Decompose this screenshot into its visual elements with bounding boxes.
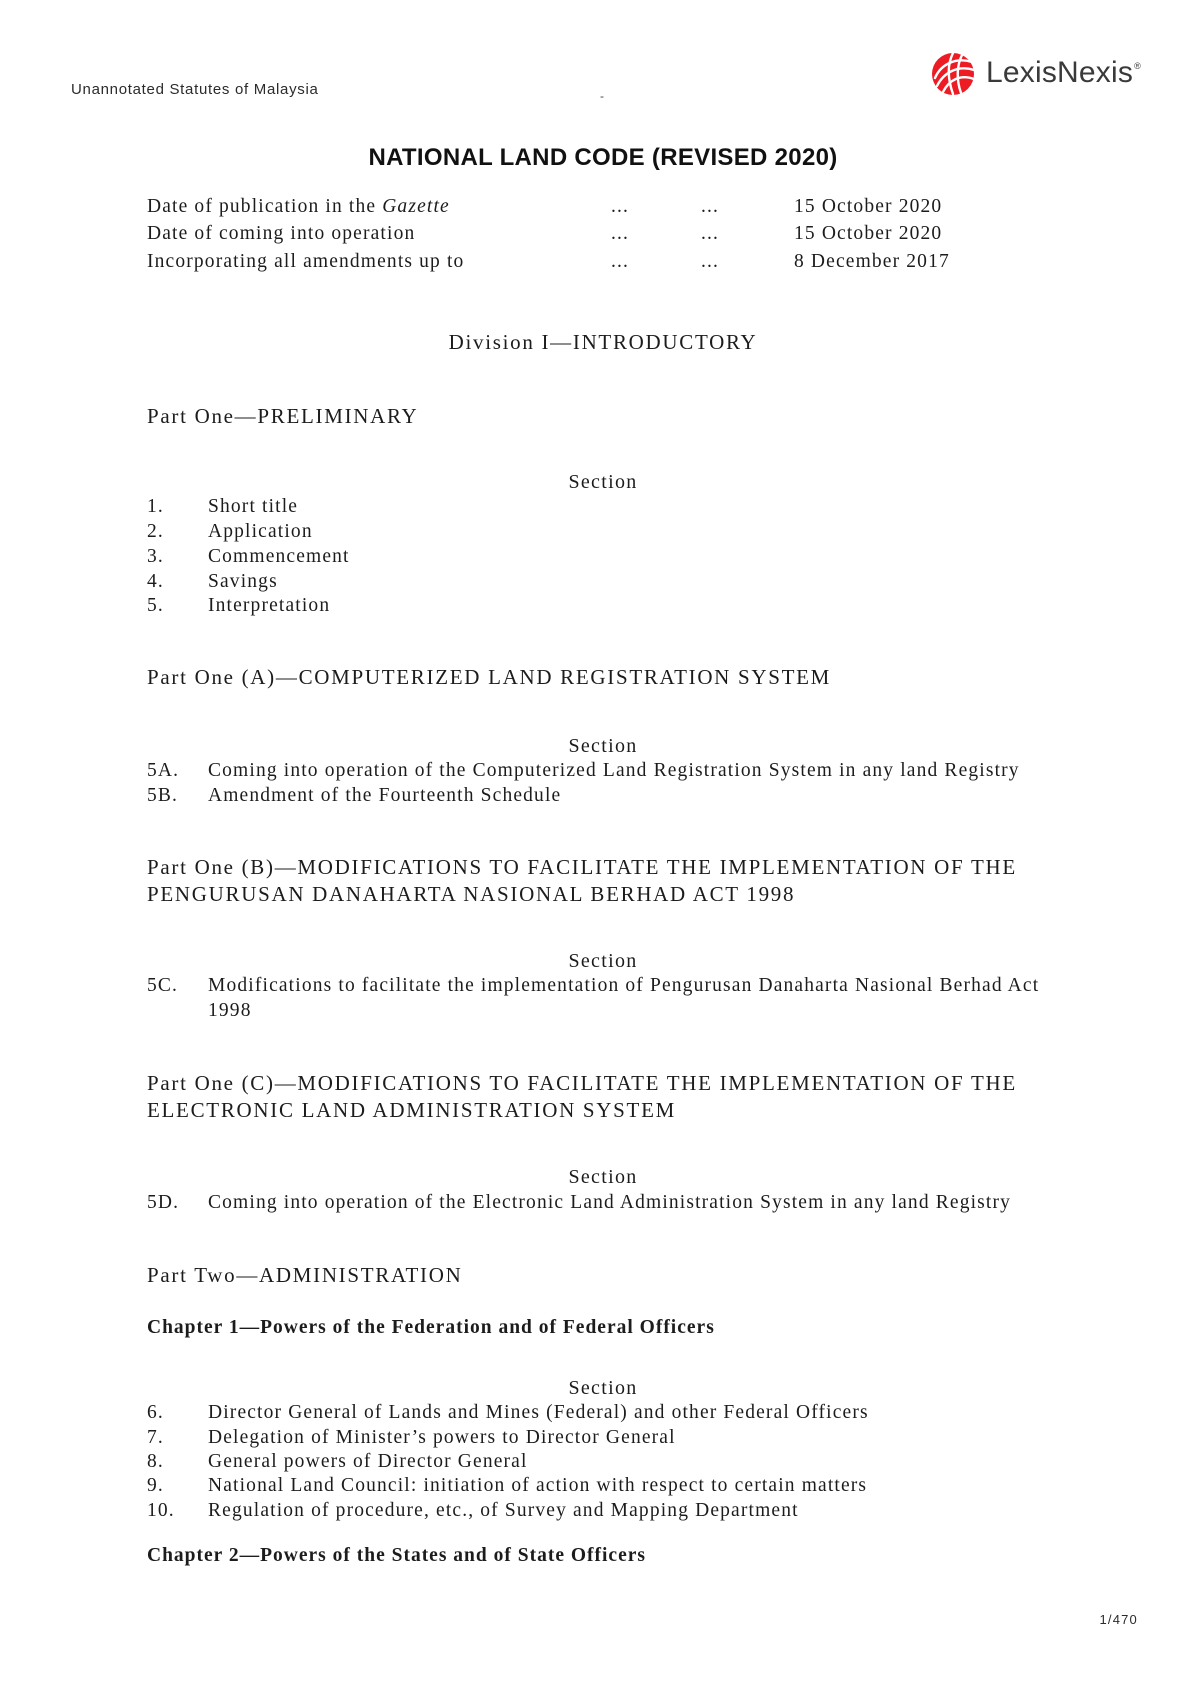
section-row — [0, 1400, 1200, 1426]
section-title: Coming into operation of the Computerized Land Registration System in any land Registry — [208, 760, 1020, 781]
section-number: 10. — [147, 1500, 175, 1521]
date-label: Incorporating all amendments up to — [147, 251, 465, 272]
section-title: Amendment of the Fourteenth Schedule — [208, 785, 562, 806]
logo-wordmark: LexisNexis — [986, 56, 1134, 89]
leader-dots: ... — [611, 196, 630, 217]
date-value: 15 October 2020 — [794, 196, 943, 217]
section-title: Modifications to facilitate the implementation of Pengurusan Danaharta Nasional Berhad Act — [208, 975, 1040, 996]
part-heading: Part One (A)—COMPUTERIZED LAND REGISTRATION SYSTEM — [147, 665, 832, 689]
section-number: 8. — [147, 1451, 164, 1472]
part-heading: Part One (B)—MODIFICATIONS TO FACILITATE THE IMPLEMENTATION OF THE — [147, 855, 1017, 879]
section-title: Delegation of Minister’s powers to Director General — [208, 1427, 676, 1448]
section-column-label: Section — [568, 950, 638, 972]
part-heading: Part One—PRELIMINARY — [147, 404, 419, 428]
header-center-mark: - — [600, 89, 604, 103]
date-row-amendments — [0, 249, 1200, 275]
division-heading: Division I—INTRODUCTORY — [448, 330, 758, 354]
section-row — [0, 1449, 1200, 1475]
section-number: 2. — [147, 521, 164, 542]
document-title: NATIONAL LAND CODE (REVISED 2020) — [368, 144, 838, 171]
section-column-label: Section — [568, 471, 638, 493]
section-title: Savings — [208, 571, 278, 592]
section-column-label: Section — [568, 735, 638, 757]
section-number: 5. — [147, 595, 164, 616]
section-row — [0, 1498, 1200, 1524]
section-number: 5C. — [147, 975, 179, 996]
section-row — [0, 519, 1200, 545]
section-number: 1. — [147, 496, 164, 517]
leader-dots: ... — [701, 251, 720, 272]
section-number: 5D. — [147, 1192, 180, 1213]
section-number: 7. — [147, 1427, 164, 1448]
part-heading: Part One (C)—MODIFICATIONS TO FACILITATE THE IMPLEMENTATION OF THE — [147, 1071, 1017, 1095]
leader-dots: ... — [611, 223, 630, 244]
section-title: Regulation of procedure, etc., of Survey and Mapping Department — [208, 1500, 799, 1521]
section-title: Interpretation — [208, 595, 331, 616]
registered-mark: ® — [1134, 61, 1141, 71]
section-title-continued: 1998 — [208, 1000, 252, 1021]
section-row — [0, 1425, 1200, 1451]
lexisnexis-logo-icon — [929, 49, 977, 97]
section-number: 3. — [147, 546, 164, 567]
section-title: National Land Council: initiation of action with respect to certain matters — [208, 1475, 868, 1496]
part-heading-continued: PENGURUSAN DANAHARTA NASIONAL BERHAD ACT 1998 — [147, 882, 796, 906]
section-row — [0, 758, 1200, 784]
date-row-operation — [0, 221, 1200, 247]
section-title: Director General of Lands and Mines (Federal) and other Federal Officers — [208, 1402, 869, 1423]
section-number: 5B. — [147, 785, 179, 806]
section-title: General powers of Director General — [208, 1451, 528, 1472]
section-number: 9. — [147, 1475, 164, 1496]
lexisnexis-logo — [986, 56, 1141, 90]
date-row-publication — [0, 194, 1200, 220]
page-number: 1/470 — [1099, 1612, 1138, 1627]
leader-dots: ... — [701, 223, 720, 244]
date-value: 8 December 2017 — [794, 251, 950, 272]
date-label: Date of coming into operation — [147, 223, 416, 244]
section-row — [0, 973, 1200, 999]
running-title: Unannotated Statutes of Malaysia — [71, 81, 319, 98]
section-number: 6. — [147, 1402, 164, 1423]
part-heading: Part Two—ADMINISTRATION — [147, 1263, 463, 1287]
section-row — [0, 593, 1200, 619]
section-row — [0, 569, 1200, 595]
section-title: Coming into operation of the Electronic Land Administration System in any land Registry — [208, 1192, 1012, 1213]
gazette-label: Gazette — [382, 196, 450, 217]
section-number: 5A. — [147, 760, 180, 781]
leader-dots: ... — [701, 196, 720, 217]
date-label — [147, 194, 450, 220]
chapter-heading: Chapter 1—Powers of the Federation and of Federal Officers — [147, 1317, 715, 1338]
leader-dots: ... — [611, 251, 630, 272]
section-row — [0, 783, 1200, 809]
date-label-text: Date of publication in the — [147, 196, 383, 217]
date-value: 15 October 2020 — [794, 223, 943, 244]
section-row — [0, 1190, 1200, 1216]
section-row — [0, 1473, 1200, 1499]
section-column-label: Section — [568, 1166, 638, 1188]
part-heading-continued: ELECTRONIC LAND ADMINISTRATION SYSTEM — [147, 1098, 676, 1122]
section-row — [0, 544, 1200, 570]
section-column-label: Section — [568, 1377, 638, 1399]
section-title: Short title — [208, 496, 299, 517]
section-title: Commencement — [208, 546, 350, 567]
section-number: 4. — [147, 571, 164, 592]
chapter-heading: Chapter 2—Powers of the States and of State Officers — [147, 1545, 646, 1566]
section-title: Application — [208, 521, 313, 542]
section-row — [0, 494, 1200, 520]
